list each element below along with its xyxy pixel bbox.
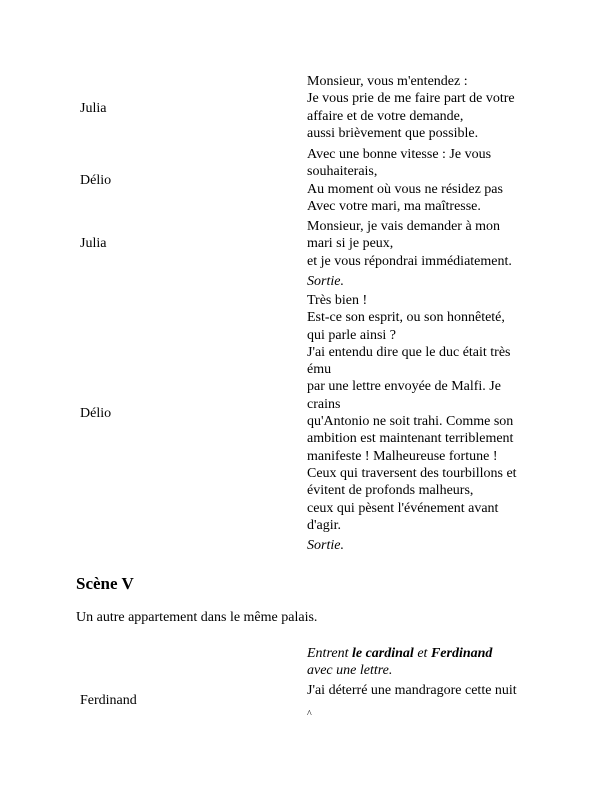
speech-line: manifeste ! Malheureuse fortune !: [307, 448, 498, 464]
direction-text: Entrent: [307, 646, 352, 661]
direction-text: et: [413, 646, 431, 661]
speaker-name: Julia: [80, 101, 107, 116]
speech-text: [307, 682, 542, 699]
speech-line: ambition est maintenant terriblement: [307, 431, 514, 447]
speech-text: [307, 146, 542, 215]
stage-direction: Sortie.: [307, 273, 344, 289]
speech-line: d'agir.: [307, 517, 342, 533]
speech-line: Est-ce son esprit, ou son honnêteté,: [307, 310, 505, 326]
speech-line: évitent de profonds malheurs,: [307, 483, 474, 499]
speaker-name: Délio: [80, 173, 112, 188]
stage-direction-line: avec une lettre.: [307, 663, 393, 679]
scene-title: Scène V: [76, 574, 134, 593]
speech-line: ceux qui pèsent l'événement avant: [307, 500, 499, 516]
speech-line: Très bien !: [307, 293, 368, 308]
speech-line: Ceux qui traversent des tourbillons et: [307, 465, 517, 481]
speech-line: Monsieur, je vais demander à mon: [307, 219, 501, 234]
speech-line: par une lettre envoyée de Malfi. Je: [307, 379, 501, 395]
speech-line: Avec votre mari, ma maîtresse.: [307, 198, 481, 214]
speech-line: mari si je peux,: [307, 236, 394, 252]
speech-line: crains: [307, 396, 341, 412]
speaker-name: Ferdinand: [80, 693, 137, 708]
speech-line: J'ai déterré une mandragore cette nuit: [307, 683, 517, 698]
speech-line: et je vous répondrai immédiatement.: [307, 253, 512, 269]
character-name: Ferdinand: [430, 646, 493, 661]
entrance-direction: [307, 645, 542, 680]
speech-text: [307, 73, 542, 142]
speech-line: affaire et de votre demande,: [307, 108, 464, 124]
scene-setting: Un autre appartement dans le même palais.: [76, 610, 318, 625]
speech-line: J'ai entendu dire que le duc était très: [307, 344, 511, 360]
speech-line: Je vous prie de me faire part de votre: [307, 91, 515, 107]
speech-line: Au moment où vous ne résidez pas: [307, 181, 503, 197]
speech-line: Avec une bonne vitesse : Je vous: [307, 147, 492, 162]
character-name: le cardinal: [351, 646, 414, 661]
speech-line: qu'Antonio ne soit trahi. Comme son: [307, 414, 514, 430]
speech-line: ému: [307, 362, 332, 378]
speaker-name: Julia: [80, 236, 107, 251]
cut-off-text-mark: ^: [307, 709, 312, 720]
speech-text: [307, 292, 542, 554]
stage-direction-line: [307, 645, 542, 662]
speech-line: souhaiterais,: [307, 164, 378, 180]
speech-text: [307, 218, 542, 290]
speaker-name: Délio: [80, 406, 112, 421]
speech-line: aussi brièvement que possible.: [307, 125, 479, 141]
stage-direction: Sortie.: [307, 538, 344, 554]
speech-line: qui parle ainsi ?: [307, 327, 397, 343]
speech-line: Monsieur, vous m'entendez :: [307, 74, 468, 89]
